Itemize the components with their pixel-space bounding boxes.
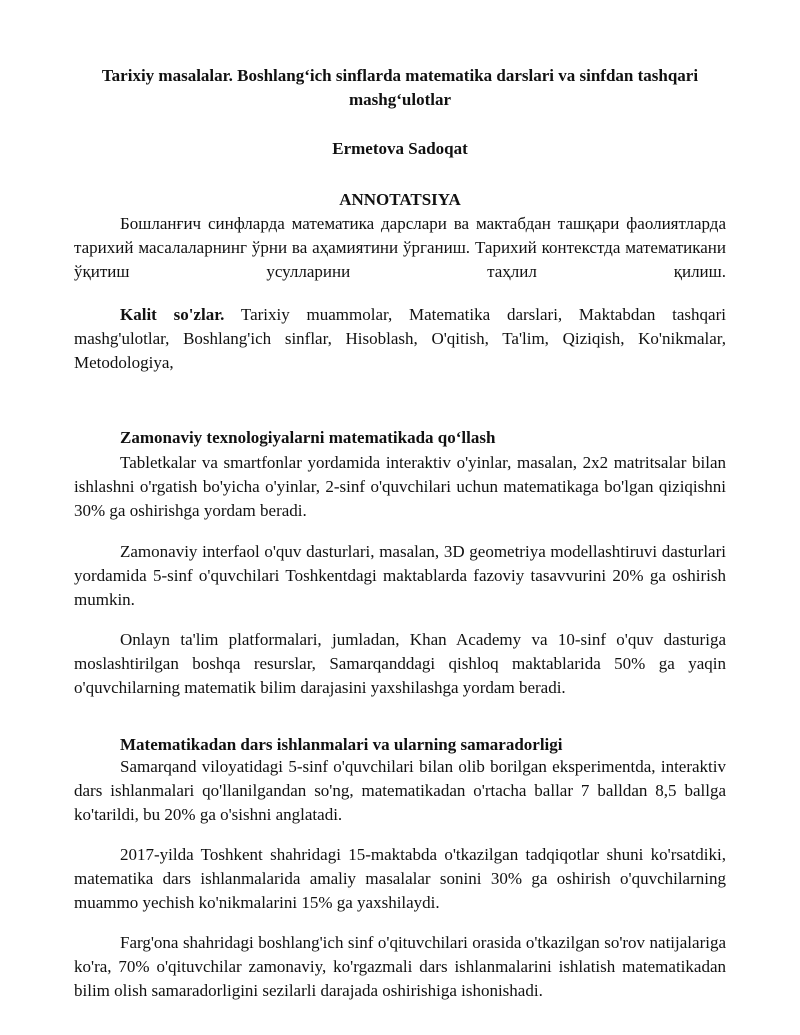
section-paragraph: Farg'ona shahridagi boshlang'ich sinf o'qituvchilari orasida o'tkazilgan so'rov natijalariga ko'ra, 70% o'qituvchilar zamonaviy, ko'rgazmali dars ishlanmalarini ishlatish matematikadan bilim olish samaradorligini sezilarli darajada oshirishiga ishonishadi. <box>74 933 726 1000</box>
section-heading: Zamonaviy texnologiyalarni matematikada qo‘llash <box>120 428 496 447</box>
annotation-heading: ANNOTATSIYA <box>339 190 461 209</box>
section-paragraph: 2017-yilda Toshkent shahridagi 15-maktabda o'tkazilgan tadqiqotlar shuni ko'rsatdiki, matematika dars ishlanmalarida amaliy masalalar sonini 30% ga oshirish o'quvchilarning muammo yechish ko'nikmalarini 15% ga yaxshilaydi. <box>74 845 726 912</box>
annotation-text: Бошланғич синфларда математика дарслари ва мактабдан ташқари фаолиятларда тарихий масалаларнинг ўрни ва аҳамиятини ўрганиш. Тарихий контекстда математикани ўқитиш усулларини таҳлил қилиш. <box>74 214 726 281</box>
section-paragraph: Samarqand viloyatidagi 5-sinf o'quvchilari bilan olib borilgan eksperimentda, interaktiv dars ishlanmalari qo'llanilgandan so'ng, matematikadan o'rtacha ballar 7 balldan 8,5 ballga ko'tarildi, bu 20% ga o'sishni anglatadi. <box>74 757 726 824</box>
keywords-paragraph <box>74 303 726 375</box>
section-paragraph: Tabletkalar va smartfonlar yordamida interaktiv o'yinlar, masalan, 2x2 matritsalar bilan ishlashni o'rgatish bo'yicha o'yinlar, 2-sinf o'quvchilari uchun matematikaga bo'lgan qiziqishni 30% ga oshirishga yordam beradi. <box>74 453 726 520</box>
keywords-label: Kalit so'zlar. <box>120 305 225 324</box>
section-heading: Matematikadan dars ishlanmalari va ularning samaradorligi <box>120 735 563 754</box>
section-paragraph: Onlayn ta'lim platformalari, jumladan, Khan Academy va 10-sinf o'quv dasturiga moslashtirilgan boshqa resurslar, Samarqanddagi qishloq maktablarida 50% ga yaqin o'quvchilarning matematik bilim darajasini yaxshilashga yordam beradi. <box>74 630 726 697</box>
document-title: Tarixiy masalalar. Boshlang‘ich sinflarda matematika darslari va sinfdan tashqari mashg‘ulotlar <box>101 66 699 109</box>
section-paragraph: Zamonaviy interfaol o'quv dasturlari, masalan, 3D geometriya modellashtiruvi dasturlari yordamida 5-sinf o'quvchilari Toshkentdagi maktablarda fazoviy tasavvurini 20% ga oshirish mumkin. <box>74 542 726 609</box>
keywords-text: Tarixiy muammolar, Matematika darslari, Maktabdan tashqari mashg'ulotlar, Boshlang'ich sinflar, Hisoblash, O'qitish, Ta'lim, Qiziqish, Ko'nikmalar, Metodologiya, <box>74 305 726 372</box>
author-name: Ermetova Sadoqat <box>332 139 468 158</box>
